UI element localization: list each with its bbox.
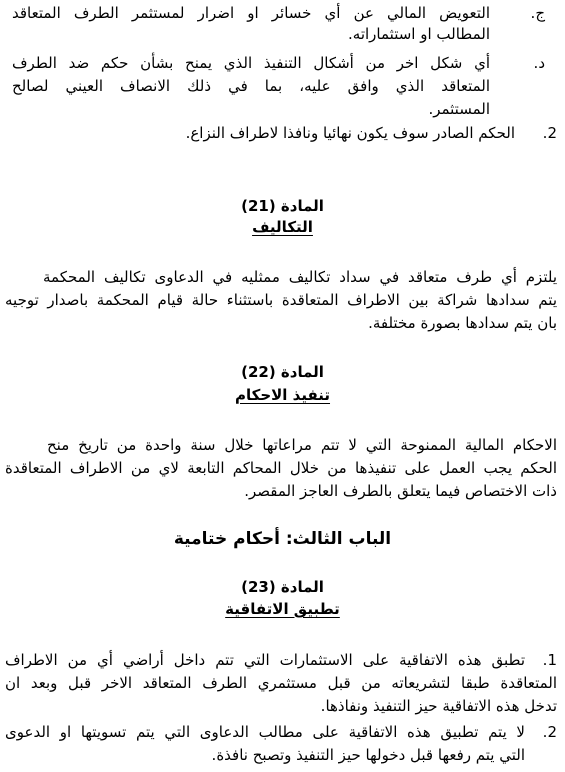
article-23-item-2-line-1: لا يتم تطبيق هذه الاتفاقية على مطالب الدعاوى التي يتم تسويتها او الدعوى [5,723,525,741]
item-d-line-3: المستثمر. [428,100,490,118]
article-21-title [0,218,565,237]
item-c-line-1: التعويض المالي عن أي خسائر او اضرار لمستثمر الطرف المتعاقد [12,4,490,22]
chapter-3-title: الباب الثالث: أحكام ختامية [173,529,392,549]
item-d-line-1: أي شكل اخر من أشكال التنفيذ الذي يمنح بشأن حكم ضد الطرف [12,54,490,72]
article-21-title-text: التكاليف [252,218,313,236]
article-23-item-1-line-1: تطبق هذه الاتفاقية على الاستثمارات التي تتم داخل أراضي أي من الاطراف [5,651,525,669]
article-23-title [0,600,565,619]
item-c-marker: ج. [530,4,545,22]
item-c-line-2: المطالب او استثماراته. [348,25,490,43]
item-d-line-2: المتعاقد الذي وافق عليه، بما في ذلك الانصاف العيني لصالح [12,77,490,95]
article-23-item-1-marker: 1. [542,651,557,669]
article-22-title-text: تنفيذ الاحكام [234,386,331,404]
article-21-line-2: يتم سدادها شراكة بين الاطراف المتعاقدة باستثناء حالة قيام المحكمة باصدار توجيه [5,291,557,309]
article-22-line-3: ذات الاختصاص فيما يتعلق بالطرف العاجز المقصر. [244,482,557,500]
article-23-item-2-line-2: التي يتم رفعها قبل دخولها حيز التنفيذ وتصبح نافذة. [211,746,525,764]
item-2-text: الحكم الصادر سوف يكون نهائيا ونافذا لاطراف النزاع. [185,124,515,142]
article-21-number: المادة (21) [241,197,324,215]
article-22-line-1: الاحكام المالية الممنوحة التي لا تتم مراعاتها خلال سنة واحدة من تاريخ منح [47,436,557,454]
item-d-marker: د. [533,54,545,72]
article-23-item-1-line-2: المتعاقدة طبقا لتشريعاته من قبل مستثمري الطرف المتعاقد الاخر قبل وبعد ان [5,674,557,692]
article-23-item-1-line-3: تدخل هذه الاتفاقية حيز التنفيذ ونفاذها. [320,697,557,715]
item-2-marker: 2. [542,124,557,142]
article-23-item-2-marker: 2. [542,723,557,741]
article-22-number: المادة (22) [241,363,324,381]
article-21-line-3: بان يتم سدادها بصورة مختلفة. [368,314,557,332]
article-21-line-1: يلتزم أي طرف متعاقد في سداد تكاليف ممثليه في الدعاوى تكاليف المحكمة [43,268,557,286]
article-22-line-2: الحكم يجب العمل على تنفيذها من خلال المحاكم التابعة لاي من الاطراف المتعاقدة [5,459,557,477]
article-22-title [0,386,565,405]
article-23-number: المادة (23) [241,578,324,596]
article-23-title-text: تطبيق الاتفاقية [225,600,340,618]
